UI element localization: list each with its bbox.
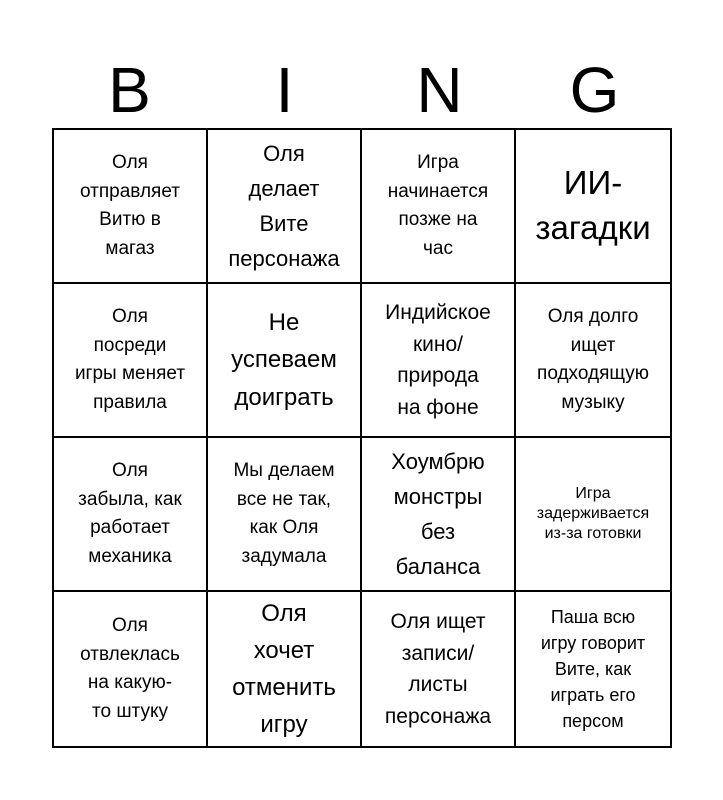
bingo-cell[interactable] — [362, 284, 516, 438]
bingo-cell-text: Игра задерживается из-за готовки — [536, 485, 650, 542]
bingo-grid — [52, 128, 672, 748]
bingo-cell[interactable] — [208, 284, 362, 438]
bingo-cell[interactable] — [516, 284, 670, 438]
bingo-cell[interactable] — [516, 438, 670, 592]
bingo-cell-text: Оля ищет записи/ листы персонажа — [384, 610, 492, 728]
bingo-cell-text: Игра начинается позже на час — [387, 152, 489, 259]
header-letter-b: B — [108, 54, 151, 126]
bingo-cell[interactable] — [208, 130, 362, 284]
bingo-cell[interactable] — [516, 592, 670, 746]
bingo-cell[interactable] — [208, 438, 362, 592]
bingo-cell-text: Оля долго ищет подходящую музыку — [537, 306, 649, 413]
header-letter-i: I — [275, 54, 294, 126]
bingo-cell[interactable] — [54, 438, 208, 592]
bingo-cell-text: Оля посреди игры меняет правила — [74, 306, 186, 413]
bingo-cell[interactable] — [516, 130, 670, 284]
bingo-cell-text: Оля хочет отменить игру — [232, 599, 336, 739]
bingo-cell-text: Оля забыла, как работает механика — [78, 460, 182, 567]
bingo-cell-text: Мы делаем все не так, как Оля задумала — [233, 460, 335, 567]
bingo-cell[interactable] — [362, 592, 516, 746]
bingo-header — [52, 52, 672, 128]
bingo-cell-text: Индийское кино/ природа на фоне — [385, 301, 491, 419]
bingo-cell[interactable] — [362, 438, 516, 592]
bingo-cell[interactable] — [54, 592, 208, 746]
bingo-cell[interactable] — [362, 130, 516, 284]
bingo-cell-text: ИИ- загадки — [535, 164, 651, 246]
bingo-cell-text: Оля делает Вите персонажа — [228, 140, 340, 272]
bingo-cell-text: Оля отправляет Витю в магаз — [80, 152, 180, 259]
bingo-cell[interactable] — [54, 284, 208, 438]
bingo-cell[interactable] — [208, 592, 362, 746]
bingo-cell-text: Оля отвлеклась на какую- то штуку — [80, 615, 180, 722]
header-letter-n: N — [416, 54, 463, 126]
bingo-cell-text: Паша всю игру говорит Вите, как играть его персом — [540, 606, 646, 732]
bingo-cell-text: Хоумбрю монстры без баланса — [391, 448, 485, 580]
bingo-cell[interactable] — [54, 130, 208, 284]
bingo-cell-text: Не успеваем доиграть — [231, 309, 337, 411]
header-letter-g: G — [569, 54, 620, 126]
